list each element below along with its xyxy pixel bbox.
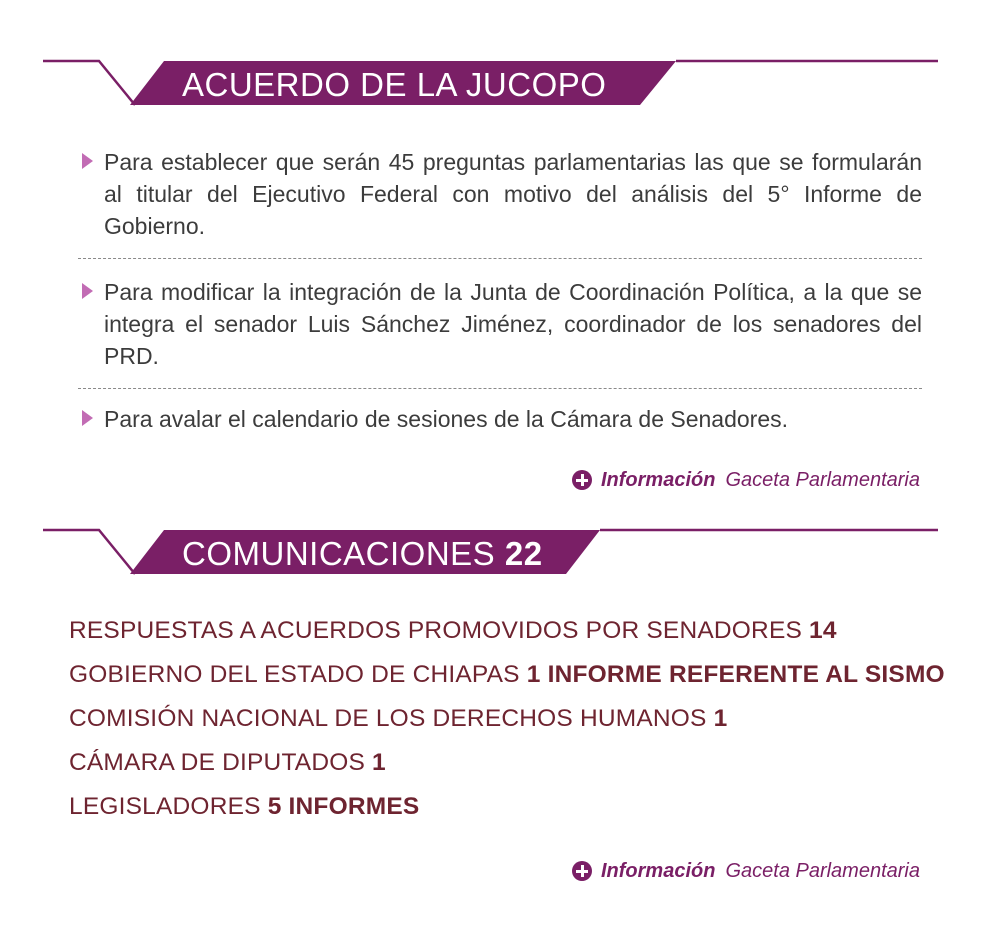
comunicaciones-list xyxy=(69,609,945,829)
section-title xyxy=(182,535,543,573)
list-item-text: Para avalar el calendario de sesiones de la Cámara de Senadores. xyxy=(104,406,789,432)
triangle-bullet-icon xyxy=(82,410,93,426)
list-item-text: Para modificar la integración de la Junta de Coordinación Política, a la que se integra el senador Luis Sánchez Jiménez, coordinador de los senadores del PRD. xyxy=(104,279,922,369)
info-link[interactable] xyxy=(572,857,920,885)
list-item-text: COMISIÓN NACIONAL DE LOS DERECHOS HUMANOS xyxy=(69,705,707,732)
list-item-text: LEGISLADORES xyxy=(69,793,261,820)
info-source: Gaceta Parlamentaria xyxy=(725,859,920,882)
plus-circle-icon xyxy=(572,861,592,881)
list-item xyxy=(69,741,945,785)
section-header-comunicaciones xyxy=(0,527,1006,587)
section-header-acuerdo xyxy=(0,58,1006,118)
triangle-bullet-icon xyxy=(82,283,93,299)
list-item xyxy=(78,276,922,372)
list-item-text: RESPUESTAS A ACUERDOS PROMOVIDOS POR SENADORES xyxy=(69,617,803,644)
section-title: ACUERDO DE LA JUCOPO xyxy=(182,66,607,103)
list-item xyxy=(78,403,922,435)
list-item-count: 1 INFORME REFERENTE AL SISMO xyxy=(526,661,945,688)
list-item xyxy=(78,146,922,242)
info-link[interactable] xyxy=(572,466,920,494)
dashed-divider xyxy=(78,258,922,259)
list-item-count: 1 xyxy=(372,749,386,776)
list-item xyxy=(69,785,945,829)
list-item-count: 1 xyxy=(713,705,728,732)
list-item-text: Para establecer que serán 45 preguntas parlamentarias las que se formularán al titular del Ejecutivo Federal con motivo del análisis del 5° Informe de Gobierno. xyxy=(104,149,922,239)
section-title-text: COMUNICACIONES xyxy=(182,535,496,572)
list-item-text: GOBIERNO DEL ESTADO DE CHIAPAS xyxy=(69,661,520,688)
list-item xyxy=(69,697,945,741)
info-source: Gaceta Parlamentaria xyxy=(725,468,920,491)
dashed-divider xyxy=(78,388,922,389)
list-item xyxy=(69,609,945,653)
info-label: Información xyxy=(601,468,716,491)
info-label: Información xyxy=(601,859,716,882)
list-item-text: CÁMARA DE DIPUTADOS xyxy=(69,749,366,776)
acuerdo-list xyxy=(78,146,922,435)
section-title-count: 22 xyxy=(504,535,543,572)
list-item-count: 14 xyxy=(809,617,837,644)
list-item-count: 5 INFORMES xyxy=(267,793,420,820)
triangle-bullet-icon xyxy=(82,153,93,169)
list-item xyxy=(69,653,945,697)
plus-circle-icon xyxy=(572,470,592,490)
